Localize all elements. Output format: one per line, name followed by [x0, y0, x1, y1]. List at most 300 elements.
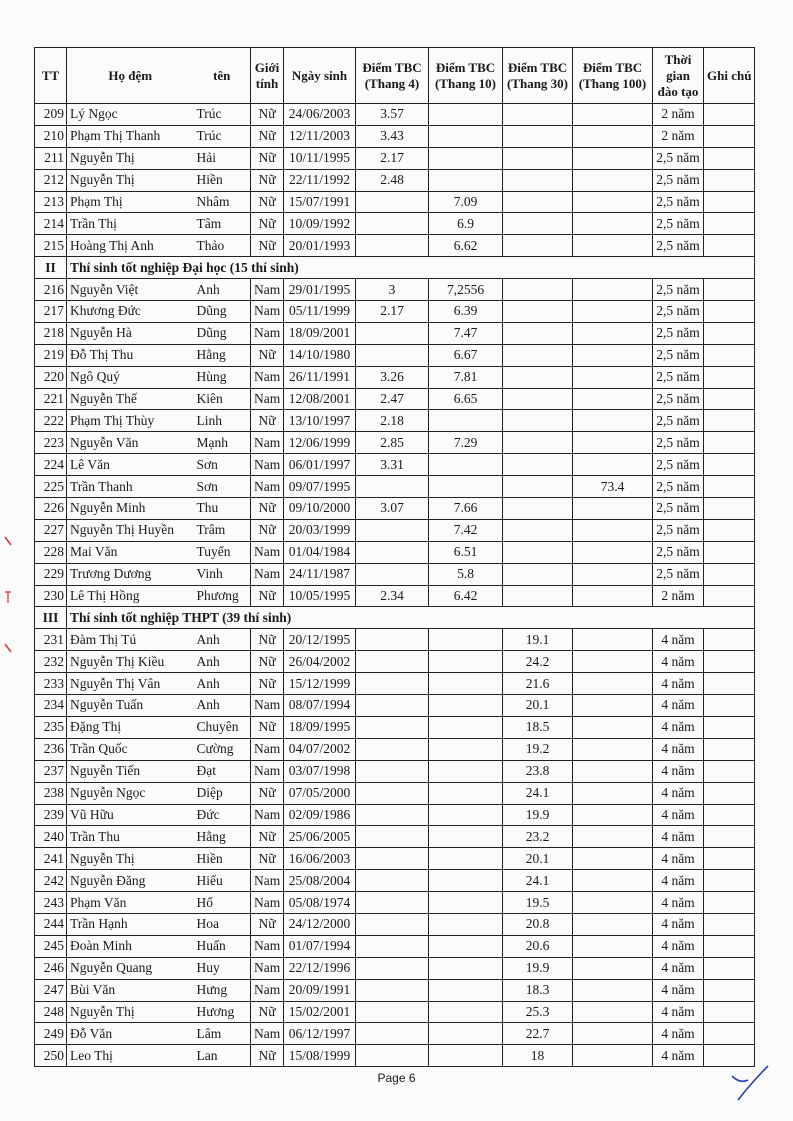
tbc100-cell — [573, 322, 653, 344]
ten-cell: Hải — [194, 147, 251, 169]
tbc10-cell: 6.67 — [429, 344, 503, 366]
table-row — [35, 913, 755, 935]
gioi-tinh-cell: Nữ — [251, 410, 284, 432]
tbc4-cell: 3 — [356, 279, 429, 301]
ghi-chu-cell — [704, 344, 755, 366]
tbc10-cell: 6.42 — [429, 585, 503, 607]
ho-dem-cell: Phạm Thị Thùy — [67, 410, 194, 432]
tbc100-cell — [573, 147, 653, 169]
ten-cell: Nhâm — [194, 191, 251, 213]
ghi-chu-cell — [704, 235, 755, 257]
ghi-chu-cell — [704, 191, 755, 213]
tbc30-cell — [503, 563, 573, 585]
tbc10-cell: 7.42 — [429, 519, 503, 541]
gioi-tinh-cell: Nam — [251, 804, 284, 826]
tbc30-cell — [503, 104, 573, 126]
tbc4-cell: 2.17 — [356, 147, 429, 169]
header-row — [35, 48, 755, 104]
ghi-chu-cell — [704, 519, 755, 541]
tbc10-cell — [429, 651, 503, 673]
ngay-sinh-cell: 09/10/2000 — [284, 498, 356, 520]
tbc4-cell: 2.47 — [356, 388, 429, 410]
ngay-sinh-cell: 03/07/1998 — [284, 760, 356, 782]
gioi-tinh-cell: Nữ — [251, 235, 284, 257]
tbc30-cell — [503, 301, 573, 323]
row-number: 209 — [35, 104, 67, 126]
tbc100-cell — [573, 892, 653, 914]
ho-dem-cell: Trần Thanh — [67, 476, 194, 498]
tbc30-cell — [503, 279, 573, 301]
ghi-chu-cell — [704, 957, 755, 979]
table-row — [35, 870, 755, 892]
tbc100-cell — [573, 125, 653, 147]
thoi-gian-cell: 4 năm — [653, 870, 704, 892]
tbc100-cell — [573, 673, 653, 695]
tbc100-cell — [573, 454, 653, 476]
gioi-tinh-cell: Nam — [251, 279, 284, 301]
table-row — [35, 125, 755, 147]
gioi-tinh-cell: Nam — [251, 760, 284, 782]
row-number: 215 — [35, 235, 67, 257]
section-title: Thí sinh tốt nghiệp Đại học (15 thí sinh) — [67, 257, 755, 279]
gioi-tinh-cell: Nữ — [251, 498, 284, 520]
ngay-sinh-cell: 20/03/1999 — [284, 519, 356, 541]
tbc100-cell — [573, 104, 653, 126]
tbc10-cell: 6.62 — [429, 235, 503, 257]
ghi-chu-cell — [704, 476, 755, 498]
ngay-sinh-cell: 06/01/1997 — [284, 454, 356, 476]
tbc10-cell — [429, 410, 503, 432]
table-row — [35, 673, 755, 695]
row-number: 243 — [35, 892, 67, 914]
ngay-sinh-cell: 08/07/1994 — [284, 695, 356, 717]
row-number: 247 — [35, 979, 67, 1001]
gioi-tinh-cell: Nam — [251, 979, 284, 1001]
row-number: 219 — [35, 344, 67, 366]
tbc30-cell — [503, 585, 573, 607]
tbc10-cell — [429, 760, 503, 782]
table-row — [35, 454, 755, 476]
tbc10-cell — [429, 125, 503, 147]
ngay-sinh-cell: 15/08/1999 — [284, 1045, 356, 1067]
table-body — [35, 104, 755, 1067]
ghi-chu-cell — [704, 826, 755, 848]
tbc30-cell — [503, 169, 573, 191]
ghi-chu-cell — [704, 454, 755, 476]
ghi-chu-cell — [704, 147, 755, 169]
ghi-chu-cell — [704, 1023, 755, 1045]
tbc4-cell: 2.18 — [356, 410, 429, 432]
page-number: Page 6 — [377, 1071, 416, 1085]
tbc100-cell — [573, 301, 653, 323]
tbc100-cell — [573, 235, 653, 257]
tbc30-cell: 19.9 — [503, 804, 573, 826]
ngay-sinh-cell: 24/06/2003 — [284, 104, 356, 126]
row-number: 240 — [35, 826, 67, 848]
ghi-chu-cell — [704, 410, 755, 432]
ten-cell: Linh — [194, 410, 251, 432]
row-number: 248 — [35, 1001, 67, 1023]
gioi-tinh-cell: Nam — [251, 454, 284, 476]
row-number: 241 — [35, 848, 67, 870]
gioi-tinh-cell: Nữ — [251, 147, 284, 169]
ho-dem-cell: Nguyễn Thị — [67, 1001, 194, 1023]
section-number: II — [35, 257, 67, 279]
ghi-chu-cell — [704, 782, 755, 804]
row-number: 214 — [35, 213, 67, 235]
margin-mark-icon — [4, 590, 12, 604]
tbc30-cell: 20.1 — [503, 848, 573, 870]
tbc30-cell: 19.2 — [503, 738, 573, 760]
thoi-gian-cell: 4 năm — [653, 716, 704, 738]
row-number: 226 — [35, 498, 67, 520]
ghi-chu-cell — [704, 125, 755, 147]
header-ngay-sinh: Ngày sinh — [284, 48, 356, 104]
ho-dem-cell: Trần Hạnh — [67, 913, 194, 935]
gioi-tinh-cell: Nam — [251, 957, 284, 979]
thoi-gian-cell: 4 năm — [653, 782, 704, 804]
tbc4-cell: 3.07 — [356, 498, 429, 520]
ten-cell: Thu — [194, 498, 251, 520]
ngay-sinh-cell: 06/12/1997 — [284, 1023, 356, 1045]
row-number: 238 — [35, 782, 67, 804]
tbc30-cell — [503, 541, 573, 563]
ten-cell: Cường — [194, 738, 251, 760]
row-number: 230 — [35, 585, 67, 607]
ghi-chu-cell — [704, 913, 755, 935]
thoi-gian-cell: 2,5 năm — [653, 454, 704, 476]
tbc10-cell — [429, 147, 503, 169]
thoi-gian-cell: 2,5 năm — [653, 498, 704, 520]
ho-dem-cell: Lê Văn — [67, 454, 194, 476]
ten-cell: Anh — [194, 695, 251, 717]
ngay-sinh-cell: 20/01/1993 — [284, 235, 356, 257]
ten-cell: Hằng — [194, 344, 251, 366]
ghi-chu-cell — [704, 1001, 755, 1023]
ten-cell: Tâm — [194, 213, 251, 235]
gioi-tinh-cell: Nữ — [251, 191, 284, 213]
gioi-tinh-cell: Nam — [251, 935, 284, 957]
row-number: 225 — [35, 476, 67, 498]
ten-cell: Sơn — [194, 476, 251, 498]
thoi-gian-cell: 4 năm — [653, 979, 704, 1001]
table-row — [35, 147, 755, 169]
tbc30-cell: 20.8 — [503, 913, 573, 935]
tbc4-cell — [356, 738, 429, 760]
table-row — [35, 782, 755, 804]
tbc4-cell — [356, 826, 429, 848]
tbc100-cell — [573, 585, 653, 607]
ghi-chu-cell — [704, 498, 755, 520]
table-row — [35, 585, 755, 607]
ten-cell: Anh — [194, 279, 251, 301]
thoi-gian-cell: 4 năm — [653, 629, 704, 651]
tbc10-cell — [429, 804, 503, 826]
ho-dem-cell: Nguyễn Thị — [67, 848, 194, 870]
tbc4-cell — [356, 935, 429, 957]
ghi-chu-cell — [704, 585, 755, 607]
ho-dem-cell: Nguyễn Thị Kiều — [67, 651, 194, 673]
gioi-tinh-cell: Nam — [251, 695, 284, 717]
table-row — [35, 1045, 755, 1067]
ghi-chu-cell — [704, 760, 755, 782]
thoi-gian-cell: 2,5 năm — [653, 563, 704, 585]
ghi-chu-cell — [704, 935, 755, 957]
thoi-gian-cell: 2,5 năm — [653, 541, 704, 563]
tbc30-cell — [503, 191, 573, 213]
thoi-gian-cell: 2,5 năm — [653, 191, 704, 213]
tbc4-cell — [356, 673, 429, 695]
tbc10-cell — [429, 738, 503, 760]
tbc4-cell — [356, 695, 429, 717]
thoi-gian-cell: 4 năm — [653, 760, 704, 782]
ho-dem-cell: Đỗ Thị Thu — [67, 344, 194, 366]
row-number: 220 — [35, 366, 67, 388]
ho-dem-cell: Nguyễn Ngọc — [67, 782, 194, 804]
header-tbc10: Điểm TBC (Thang 10) — [429, 48, 503, 104]
tbc30-cell: 20.6 — [503, 935, 573, 957]
ngay-sinh-cell: 01/07/1994 — [284, 935, 356, 957]
gioi-tinh-cell: Nữ — [251, 1045, 284, 1067]
thoi-gian-cell: 2,5 năm — [653, 169, 704, 191]
ten-cell: Hùng — [194, 366, 251, 388]
table-row — [35, 279, 755, 301]
ngay-sinh-cell: 09/07/1995 — [284, 476, 356, 498]
table-row — [35, 213, 755, 235]
ten-cell: Dũng — [194, 322, 251, 344]
ngay-sinh-cell: 15/02/2001 — [284, 1001, 356, 1023]
thoi-gian-cell: 2,5 năm — [653, 213, 704, 235]
table-row — [35, 344, 755, 366]
gioi-tinh-cell: Nam — [251, 738, 284, 760]
ho-dem-cell: Đoàn Minh — [67, 935, 194, 957]
tbc4-cell — [356, 957, 429, 979]
ho-dem-cell: Đỗ Văn — [67, 1023, 194, 1045]
row-number: 228 — [35, 541, 67, 563]
ho-dem-cell: Nguyễn Thị Huyền — [67, 519, 194, 541]
tbc30-cell: 19.1 — [503, 629, 573, 651]
tbc30-cell — [503, 147, 573, 169]
thoi-gian-cell: 2,5 năm — [653, 279, 704, 301]
gioi-tinh-cell: Nữ — [251, 913, 284, 935]
row-number: 227 — [35, 519, 67, 541]
thoi-gian-cell: 2,5 năm — [653, 476, 704, 498]
header-tbc100: Điểm TBC (Thang 100) — [573, 48, 653, 104]
ngay-sinh-cell: 24/12/2000 — [284, 913, 356, 935]
ngay-sinh-cell: 10/09/1992 — [284, 213, 356, 235]
thoi-gian-cell: 4 năm — [653, 1001, 704, 1023]
table-row — [35, 1023, 755, 1045]
tbc4-cell — [356, 1001, 429, 1023]
tbc4-cell: 2.48 — [356, 169, 429, 191]
ho-dem-cell: Phạm Thị Thanh — [67, 125, 194, 147]
ten-cell: Hiếu — [194, 870, 251, 892]
thoi-gian-cell: 2,5 năm — [653, 388, 704, 410]
ho-dem-cell: Nguyễn Thế — [67, 388, 194, 410]
thoi-gian-cell: 2 năm — [653, 104, 704, 126]
ghi-chu-cell — [704, 651, 755, 673]
gioi-tinh-cell: Nữ — [251, 673, 284, 695]
ghi-chu-cell — [704, 716, 755, 738]
row-number: 210 — [35, 125, 67, 147]
ten-cell: Hương — [194, 1001, 251, 1023]
thoi-gian-cell: 4 năm — [653, 935, 704, 957]
tbc10-cell — [429, 695, 503, 717]
ten-cell: Trâm — [194, 519, 251, 541]
row-number: 249 — [35, 1023, 67, 1045]
ten-cell: Tuyển — [194, 541, 251, 563]
ghi-chu-cell — [704, 629, 755, 651]
row-number: 245 — [35, 935, 67, 957]
tbc30-cell — [503, 476, 573, 498]
thoi-gian-cell: 4 năm — [653, 651, 704, 673]
ho-dem-cell: Leo Thị — [67, 1045, 194, 1067]
row-number: 231 — [35, 629, 67, 651]
row-number: 211 — [35, 147, 67, 169]
ghi-chu-cell — [704, 673, 755, 695]
ten-cell: Hằng — [194, 826, 251, 848]
ghi-chu-cell — [704, 301, 755, 323]
tbc10-cell: 6.39 — [429, 301, 503, 323]
tbc4-cell: 2.85 — [356, 432, 429, 454]
tbc100-cell — [573, 979, 653, 1001]
table-row — [35, 979, 755, 1001]
ten-cell: Diệp — [194, 782, 251, 804]
table-row — [35, 366, 755, 388]
gioi-tinh-cell: Nam — [251, 1023, 284, 1045]
tbc4-cell — [356, 760, 429, 782]
gioi-tinh-cell: Nữ — [251, 125, 284, 147]
gioi-tinh-cell: Nữ — [251, 585, 284, 607]
row-number: 224 — [35, 454, 67, 476]
tbc10-cell — [429, 870, 503, 892]
thoi-gian-cell: 4 năm — [653, 848, 704, 870]
tbc100-cell — [573, 541, 653, 563]
table-row — [35, 1001, 755, 1023]
gioi-tinh-cell: Nam — [251, 476, 284, 498]
tbc10-cell: 7,2556 — [429, 279, 503, 301]
tbc4-cell — [356, 804, 429, 826]
header-tbc30: Điểm TBC (Thang 30) — [503, 48, 573, 104]
ho-dem-cell: Phạm Văn — [67, 892, 194, 914]
tbc30-cell — [503, 498, 573, 520]
ngay-sinh-cell: 12/08/2001 — [284, 388, 356, 410]
row-number: 250 — [35, 1045, 67, 1067]
table-row — [35, 629, 755, 651]
row-number: 239 — [35, 804, 67, 826]
ho-dem-cell: Nguyễn Thị — [67, 169, 194, 191]
tbc4-cell — [356, 913, 429, 935]
thoi-gian-cell: 2,5 năm — [653, 235, 704, 257]
tbc30-cell: 24.2 — [503, 651, 573, 673]
table-row — [35, 892, 755, 914]
gioi-tinh-cell: Nữ — [251, 826, 284, 848]
ho-dem-cell: Nguyễn Việt — [67, 279, 194, 301]
ten-cell: Dũng — [194, 301, 251, 323]
tbc30-cell: 21.6 — [503, 673, 573, 695]
tbc10-cell: 7.66 — [429, 498, 503, 520]
table-row — [35, 695, 755, 717]
tbc10-cell: 5.8 — [429, 563, 503, 585]
row-number: 234 — [35, 695, 67, 717]
tbc100-cell — [573, 1023, 653, 1045]
row-number: 222 — [35, 410, 67, 432]
tbc4-cell — [356, 870, 429, 892]
tbc10-cell: 6.65 — [429, 388, 503, 410]
ho-dem-cell: Ngô Quý — [67, 366, 194, 388]
tbc10-cell — [429, 826, 503, 848]
tbc100-cell — [573, 279, 653, 301]
ngay-sinh-cell: 16/06/2003 — [284, 848, 356, 870]
tbc100-cell — [573, 498, 653, 520]
row-number: 236 — [35, 738, 67, 760]
ghi-chu-cell — [704, 432, 755, 454]
thoi-gian-cell: 2,5 năm — [653, 322, 704, 344]
tbc10-cell — [429, 848, 503, 870]
tbc100-cell — [573, 782, 653, 804]
tbc30-cell: 18 — [503, 1045, 573, 1067]
tbc100-cell — [573, 804, 653, 826]
table-row — [35, 804, 755, 826]
tbc100-cell — [573, 213, 653, 235]
ten-cell: Chuyên — [194, 716, 251, 738]
tbc30-cell — [503, 388, 573, 410]
ten-cell: Đạt — [194, 760, 251, 782]
ngay-sinh-cell: 15/12/1999 — [284, 673, 356, 695]
tbc100-cell — [573, 629, 653, 651]
header-tbc4: Điểm TBC (Thang 4) — [356, 48, 429, 104]
tbc100-cell — [573, 432, 653, 454]
section-row — [35, 257, 755, 279]
tbc30-cell — [503, 344, 573, 366]
tbc30-cell: 22.7 — [503, 1023, 573, 1045]
table-row — [35, 651, 755, 673]
tbc10-cell: 6.9 — [429, 213, 503, 235]
tbc4-cell: 2.34 — [356, 585, 429, 607]
ten-cell: Hiền — [194, 169, 251, 191]
thoi-gian-cell: 2 năm — [653, 125, 704, 147]
ngay-sinh-cell: 22/11/1992 — [284, 169, 356, 191]
row-number: 217 — [35, 301, 67, 323]
ngay-sinh-cell: 07/05/2000 — [284, 782, 356, 804]
check-mark-icon — [728, 1062, 776, 1104]
tbc30-cell: 23.8 — [503, 760, 573, 782]
ghi-chu-cell — [704, 541, 755, 563]
tbc100-cell — [573, 760, 653, 782]
tbc30-cell — [503, 213, 573, 235]
ngay-sinh-cell: 01/04/1984 — [284, 541, 356, 563]
tbc4-cell — [356, 235, 429, 257]
section-row — [35, 607, 755, 629]
tbc10-cell — [429, 892, 503, 914]
row-number: 232 — [35, 651, 67, 673]
tbc30-cell — [503, 322, 573, 344]
tbc10-cell — [429, 454, 503, 476]
table-row — [35, 235, 755, 257]
row-number: 223 — [35, 432, 67, 454]
tbc10-cell — [429, 957, 503, 979]
tbc10-cell — [429, 1045, 503, 1067]
tbc4-cell — [356, 519, 429, 541]
tbc100-cell — [573, 826, 653, 848]
table-row — [35, 760, 755, 782]
gioi-tinh-cell: Nữ — [251, 104, 284, 126]
thoi-gian-cell: 4 năm — [653, 673, 704, 695]
row-number: 216 — [35, 279, 67, 301]
tbc30-cell: 24.1 — [503, 870, 573, 892]
ten-cell: Anh — [194, 629, 251, 651]
table-row — [35, 957, 755, 979]
